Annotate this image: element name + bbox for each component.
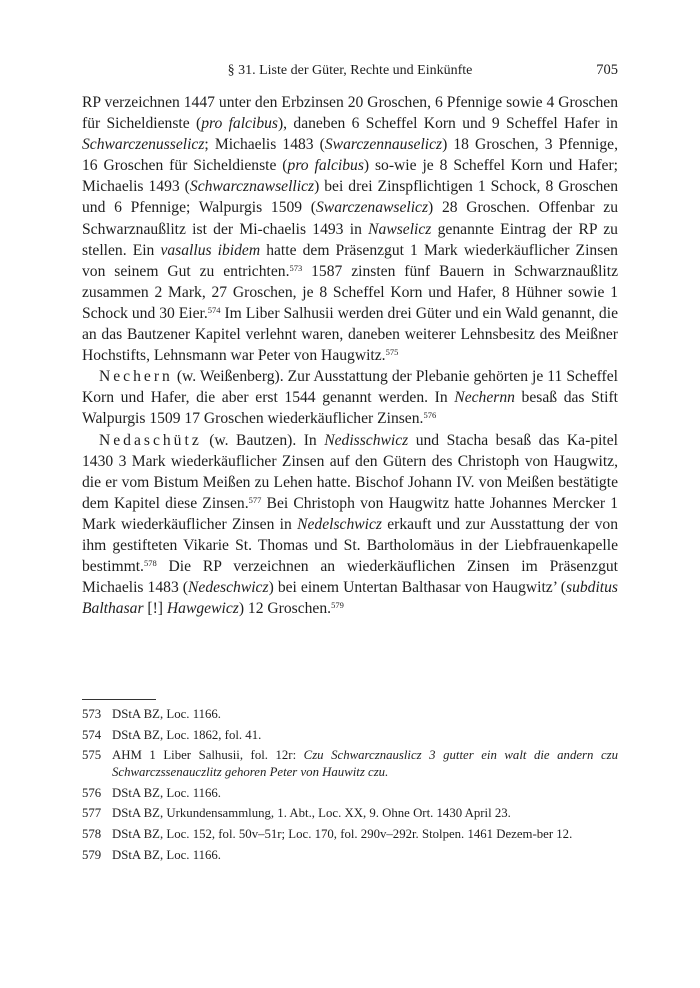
footnote bbox=[82, 706, 618, 723]
footnote-number: 579 bbox=[82, 847, 102, 862]
footnote bbox=[82, 826, 618, 843]
text-run: hatte dem Präsenzgut 1 Mark wiederkäuflicher Zinsen von seinem Gut zu entrichten. bbox=[82, 241, 618, 280]
text-run: (w. Bautzen). In bbox=[201, 431, 325, 449]
text-run: (w. Weißenberg). Zur Ausstattung der Plebanie gehörten je 11 Scheffel Korn und Hafer, die aber erst 1544 genannt werden. In bbox=[82, 368, 618, 407]
footnote-text: DStA BZ, Loc. 1166. bbox=[112, 847, 222, 862]
italic-term: Swarczenawselicz bbox=[316, 199, 429, 217]
italic-term: Schwarcznawsellicz bbox=[189, 178, 315, 196]
italic-term: Nedeschwicz bbox=[188, 579, 269, 597]
text-run: ), daneben 6 Scheffel Korn und 9 Scheffel Hafer in bbox=[277, 115, 618, 133]
italic-term: Swarczennauselicz bbox=[324, 136, 443, 154]
footnote bbox=[82, 805, 618, 822]
text-run: erkauft und zur Ausstattung der von ihm gestifteten Vikarie St. Thomas und St. Bartholomäus in der Liebfrauenkapelle bestimmt. bbox=[82, 515, 619, 576]
text-run: genannte Eintrag der RP zu stellen. Ein bbox=[82, 220, 618, 259]
text-run: ) bei drei Zinspflichtigen 1 Schock, 8 Groschen und 6 Pfennige; Walpurgis 1509 ( bbox=[82, 178, 618, 217]
footnote-ref[interactable]: 573 bbox=[289, 262, 303, 273]
italic-term: Nawselicz bbox=[368, 220, 432, 238]
footnotes bbox=[82, 706, 618, 867]
footnote-number: 573 bbox=[82, 707, 102, 721]
text-run: Im Liber Salhusii werden drei Güter und ein Wald genannt, die an das Bautzener Kapitel verlehnt waren, daneben weiterer Lehnsbesitz des Meißner Hochstifts, Lehnsmann war Peter von Haugwitz. bbox=[82, 304, 618, 365]
footnote-ref[interactable]: 575 bbox=[385, 347, 399, 358]
text-run: ) 28 Groschen. Offenbar zu Schwarznaußlitz ist der Mi-chaelis 1493 in bbox=[82, 199, 619, 238]
italic-term: Nechernn bbox=[454, 389, 515, 407]
place-name: Nechern bbox=[99, 368, 173, 386]
body-text bbox=[82, 92, 618, 619]
italic-term: subditus Balthasar bbox=[82, 579, 618, 618]
footnote-divider bbox=[82, 699, 156, 700]
italic-term: Nedisschwicz bbox=[324, 431, 409, 449]
place-name: Nedaschütz bbox=[99, 431, 202, 449]
footnote-text: DStA BZ, Loc. 1862, fol. 41. bbox=[112, 727, 262, 742]
italic-term: pro falcibus bbox=[201, 115, 278, 133]
footnote-text: DStA BZ, Loc. 152, fol. 50v–51r; Loc. 170, fol. 290v–292r. Stolpen. 1461 Dezem-ber 12. bbox=[112, 827, 573, 842]
text-run: und Stacha besaß das Ka-pitel 1430 3 Mark wiederkäuflicher Zinsen auf den Gütern des Christoph von Haugwitz, die er vom Bistum Meißen zu Lehen hatte. Bischof Johann IV. von Meißen bestätigte dem Kapitel diese Zinsen. bbox=[82, 431, 618, 512]
text-run: ) 18 Groschen, 3 Pfennige, 16 Groschen für Sicheldienste ( bbox=[82, 136, 618, 175]
text-run: ; Michaelis 1483 ( bbox=[204, 136, 325, 154]
footnote-ref[interactable]: 577 bbox=[248, 494, 262, 505]
paragraph-nedaschuetz bbox=[82, 430, 618, 620]
footnote bbox=[82, 747, 618, 781]
footnote-ref[interactable]: 578 bbox=[143, 558, 157, 569]
italic-term: vasallus ibidem bbox=[160, 241, 261, 259]
text-run: ) 12 Groschen. bbox=[238, 600, 332, 618]
italic-term: Hawgewicz bbox=[166, 600, 239, 618]
footnote-number: 575 bbox=[82, 748, 102, 763]
footnote bbox=[82, 847, 618, 864]
page-number: 705 bbox=[596, 62, 618, 78]
footnote bbox=[82, 727, 618, 744]
text-run: Bei Christoph von Haugwitz hatte Johannes Mercker 1 Mark wiederkäuflicher Zinsen in bbox=[82, 494, 619, 533]
footnote-text: DStA BZ, Loc. 1166. bbox=[112, 707, 222, 721]
footnote bbox=[82, 785, 618, 802]
text-run: 1587 zinsten fünf Bauern in Schwarznaußlitz zusammen 2 Mark, 27 Groschen, je 8 Scheffel Korn und Hafer, 8 Hühner sowie 1 Schock und 30 Eier. bbox=[82, 262, 618, 322]
footnote-source: AHM 1 Liber Salhusii, fol. 12r: bbox=[112, 748, 304, 763]
italic-term: Nedelschwicz bbox=[297, 515, 382, 533]
running-title: § 31. Liste der Güter, Rechte und Einkünfte bbox=[227, 63, 473, 78]
text-run: ) so-wie je 8 Scheffel Korn und Hafer; Michaelis 1493 ( bbox=[82, 157, 618, 196]
text-run: Die RP verzeichnen an wiederkäuflichen Zinsen im Präsenzgut Michaelis 1483 ( bbox=[82, 558, 618, 597]
footnote-text: DStA BZ, Loc. 1166. bbox=[112, 785, 222, 800]
footnote-ref[interactable]: 579 bbox=[331, 600, 344, 611]
footnote-number: 576 bbox=[82, 785, 102, 800]
footnote-ref[interactable]: 574 bbox=[207, 304, 221, 315]
footnote-ref[interactable]: 576 bbox=[423, 410, 437, 421]
footnote-text: DStA BZ, Urkundensammlung, 1. Abt., Loc. XX, 9. Ohne Ort. 1430 April 23. bbox=[112, 806, 511, 821]
text-run: [!] bbox=[143, 600, 167, 618]
italic-term: pro falcibus bbox=[287, 157, 364, 175]
italic-term: Schwarczenusselicz bbox=[82, 136, 205, 154]
text-run: ) bei einem Untertan Balthasar von Haugwitz’ ( bbox=[268, 579, 566, 597]
text-run: besaß das Stift Walpurgis 1509 17 Groschen wiederkäuflicher Zinsen. bbox=[82, 389, 618, 428]
footnote-number: 578 bbox=[82, 827, 102, 842]
paragraph-schwarznausslitz bbox=[82, 92, 618, 366]
paragraph-nechern bbox=[82, 366, 618, 429]
text-run: RP verzeichnen 1447 unter den Erbzinsen 20 Groschen, 6 Pfennige sowie 4 Groschen für Sicheldienste ( bbox=[82, 94, 618, 133]
footnote-text bbox=[112, 747, 618, 781]
footnote-number: 574 bbox=[82, 727, 102, 742]
footnote-number: 577 bbox=[82, 806, 102, 821]
running-header bbox=[82, 62, 618, 82]
footnote-quote: Czu Schwarcznauslicz 3 gutter ein walt die andern czu Schwarczssenauczlitz gehoren Peter von Hauwitz czu. bbox=[112, 748, 618, 780]
